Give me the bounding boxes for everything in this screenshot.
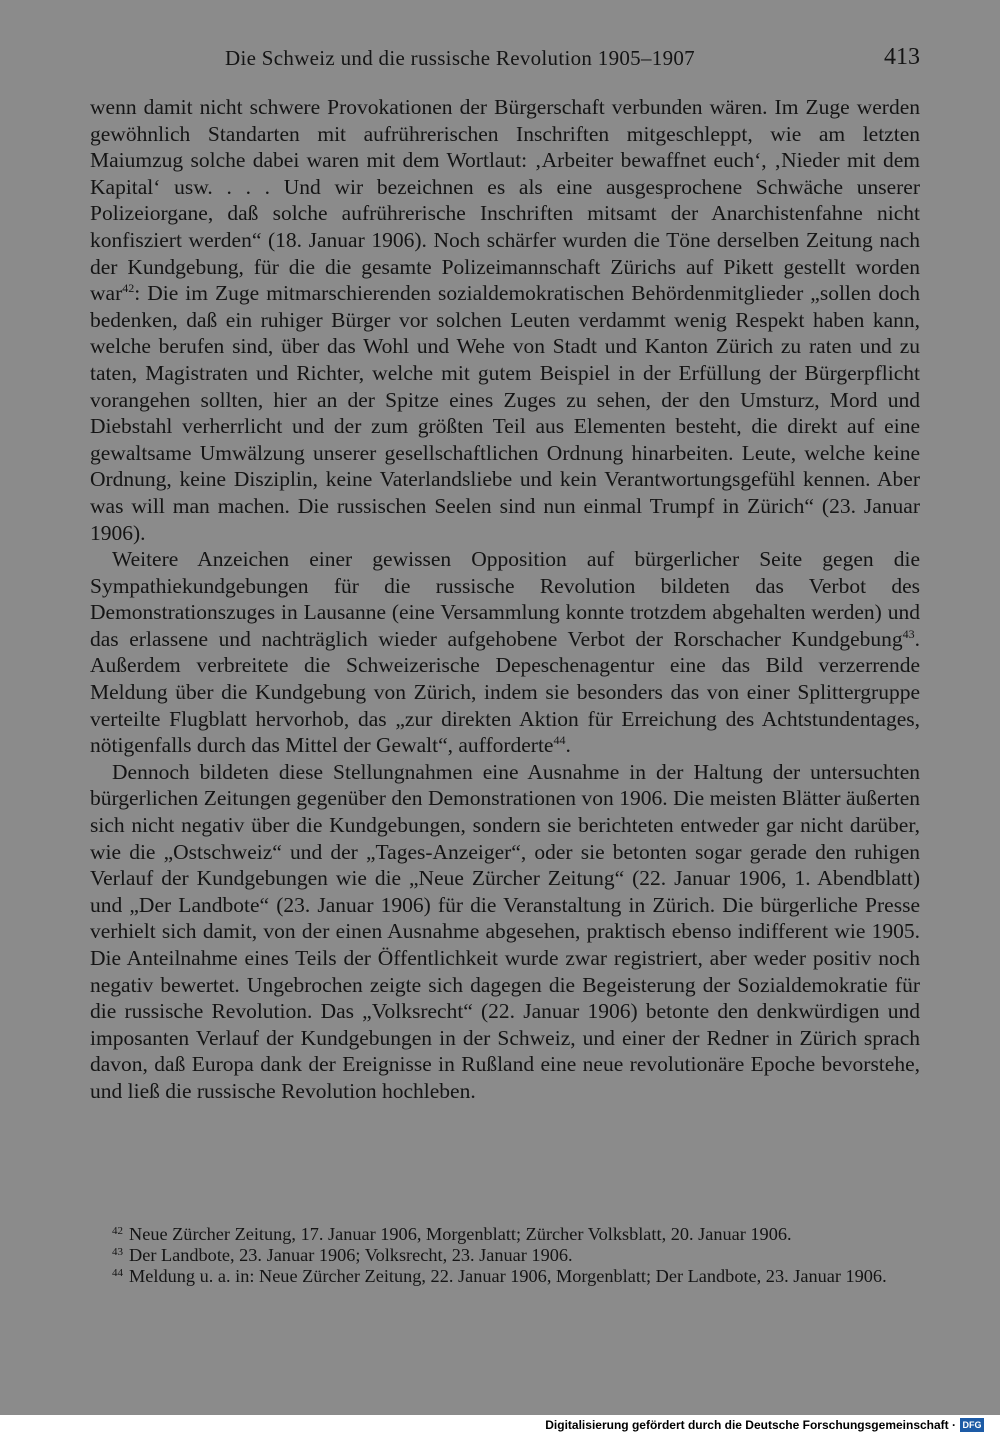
dfg-logo-icon[interactable]: DFG [960,1418,984,1432]
page-number: 413 [884,44,920,70]
footnote-text: Der Landbote, 23. Januar 1906; Volksrecht, 23. Januar 1906. [129,1245,573,1265]
main-text [90,94,920,1105]
paragraph-2 [90,546,920,759]
paragraph-1-text-b: : Die im Zuge mitmarschierenden sozialdemokratischen Behördenmitglieder „sollen doch bedenken, daß ein ruhiger Bürger vor solchen Leuten verdammt wenig Respekt haben kann, welche berufen sind, über das Wohl und Wehe von Stadt und Kanton Zürich zu raten und zu taten, Magistraten und Richter, welche mit gutem Beispiel in der Erfüllung der Bürgerpflicht vorangehen sollten, hier an der Spitze eines Zuges zu sehen, der den Umsturz, Mord und Diebstahl verherrlicht und der zum größten Teil aus Elementen besteht, die direkt auf eine gewaltsame Umwälzung unserer gesellschaftlichen Ordnung hinarbeiten. Leute, welche keine Ordnung, keine Disziplin, keine Vaterlandsliebe und kein Verantwortungsgefühl kennen. Aber was will man machen. Die russischen Seelen sind nun einmal Trumpf in Zürich“ (23. Januar 1906). [90,281,920,545]
paragraph-2-text-b: . Außerdem verbreitete die Schweizerische Depeschenagentur eine das Bild verzerrende Meldung über die Kundgebung von Zürich, indem sie besonders das von einer Splittergruppe verteilte Flugblatt hervorhob, das „zur direkten Aktion für Erreichung des Achtstundentages, nötigenfalls durch das Mittel der Gewalt“, aufforderte [90,626,920,758]
paragraph-2-text-a: Weitere Anzeichen einer gewissen Opposition auf bürgerlicher Seite gegen die Sympathiekundgebungen für die russische Revolution bildeten das Verbot des Demonstrationszuges in Lausanne (eine Versammlung konnte trotzdem abgehalten werden) und das erlassene und nachträglich wieder aufgehobene Verbot der Rorschacher Kundgebung [90,547,920,651]
footnotes [90,1224,920,1287]
footnote-43 [90,1245,920,1266]
footnote-44 [90,1266,920,1287]
footnote-ref-43: 43 [902,626,915,641]
footnote-number: 43 [112,1246,123,1258]
footnote-number: 42 [112,1225,123,1237]
footnote-text: Neue Zürcher Zeitung, 17. Januar 1906, Morgenblatt; Zürcher Volksblatt, 20. Januar 1906. [129,1224,792,1244]
paragraph-3: Dennoch bildeten diese Stellungnahmen eine Ausnahme in der Haltung der untersuchten bürgerlichen Zeitungen gegenüber den Demonstrationen von 1906. Die meisten Blätter äußerten sich nicht negativ über die Kundgebungen, sondern sie berichteten entweder gar nicht darüber, wie die „Ostschweiz“ und der „Tages-Anzeiger“, oder sie betonten sogar gerade den ruhigen Verlauf der Kundgebungen wie die „Neue Zürcher Zeitung“ (22. Januar 1906, 1. Abendblatt) und „Der Landbote“ (23. Januar 1906) für die Veranstaltung in Zürich. Die bürgerliche Presse verhielt sich damit, von der einen Ausnahme abgesehen, praktisch ebenso indifferent wie 1905. Die Anteilnahme eines Teils der Öffentlichkeit wurde zwar registriert, aber weder positiv noch negativ bewertet. Ungebrochen zeigte sich dagegen die Begeisterung der Sozialdemokratie für die russische Revolution. Das „Volksrecht“ (22. Januar 1906) betonte den denkwürdigen und imposanten Verlauf der Kundgebungen in der Schweiz, und einer der Redner in Zürich sprach davon, daß Europa dank der Ereignisse in Rußland eine neue revolutionäre Epoche bevorstehe, und ließ die russische Revolution hochleben. [90,759,920,1103]
running-header [90,42,920,74]
paragraph-1 [90,94,920,546]
footnote-ref-42: 42 [122,281,135,296]
footnote-42 [90,1224,920,1245]
paragraph-2-text-c: . [565,733,571,758]
footnote-text: Meldung u. a. in: Neue Zürcher Zeitung, 22. Januar 1906, Morgenblatt; Der Landbote, 23. Januar 1906. [129,1266,887,1286]
footnote-ref-44: 44 [553,733,566,748]
digitization-footer [0,1415,1000,1436]
footnote-number: 44 [112,1267,123,1279]
running-title: Die Schweiz und die russische Revolution 1905–1907 [225,46,695,70]
paragraph-1-text-a: wenn damit nicht schwere Provokationen der Bürgerschaft verbunden wären. Im Zuge werden gewöhnlich Standarten mit aufrührerischen Inschriften mitgeschleppt, wie am letzten Maiumzug solche dabei waren mit dem Wortlaut: ‚Arbeiter bewaffnet euch‘, ‚Nieder mit dem Kapital‘ usw. . . . Und wir bezeichnen es als eine ausgesprochene Schwäche unserer Polizeiorgane, daß solche aufrührerische Inschriften mitsamt der Anarchistenfahne nicht konfisziert werden“ (18. Januar 1906). Noch schärfer wurden die Töne derselben Zeitung nach der Kundgebung, für die die gesamte Polizeimannschaft Zürichs auf Pikett gestellt worden war [90,95,920,306]
digitization-credit: Digitalisierung gefördert durch die Deutsche Forschungsgemeinschaft · [545,1418,956,1432]
